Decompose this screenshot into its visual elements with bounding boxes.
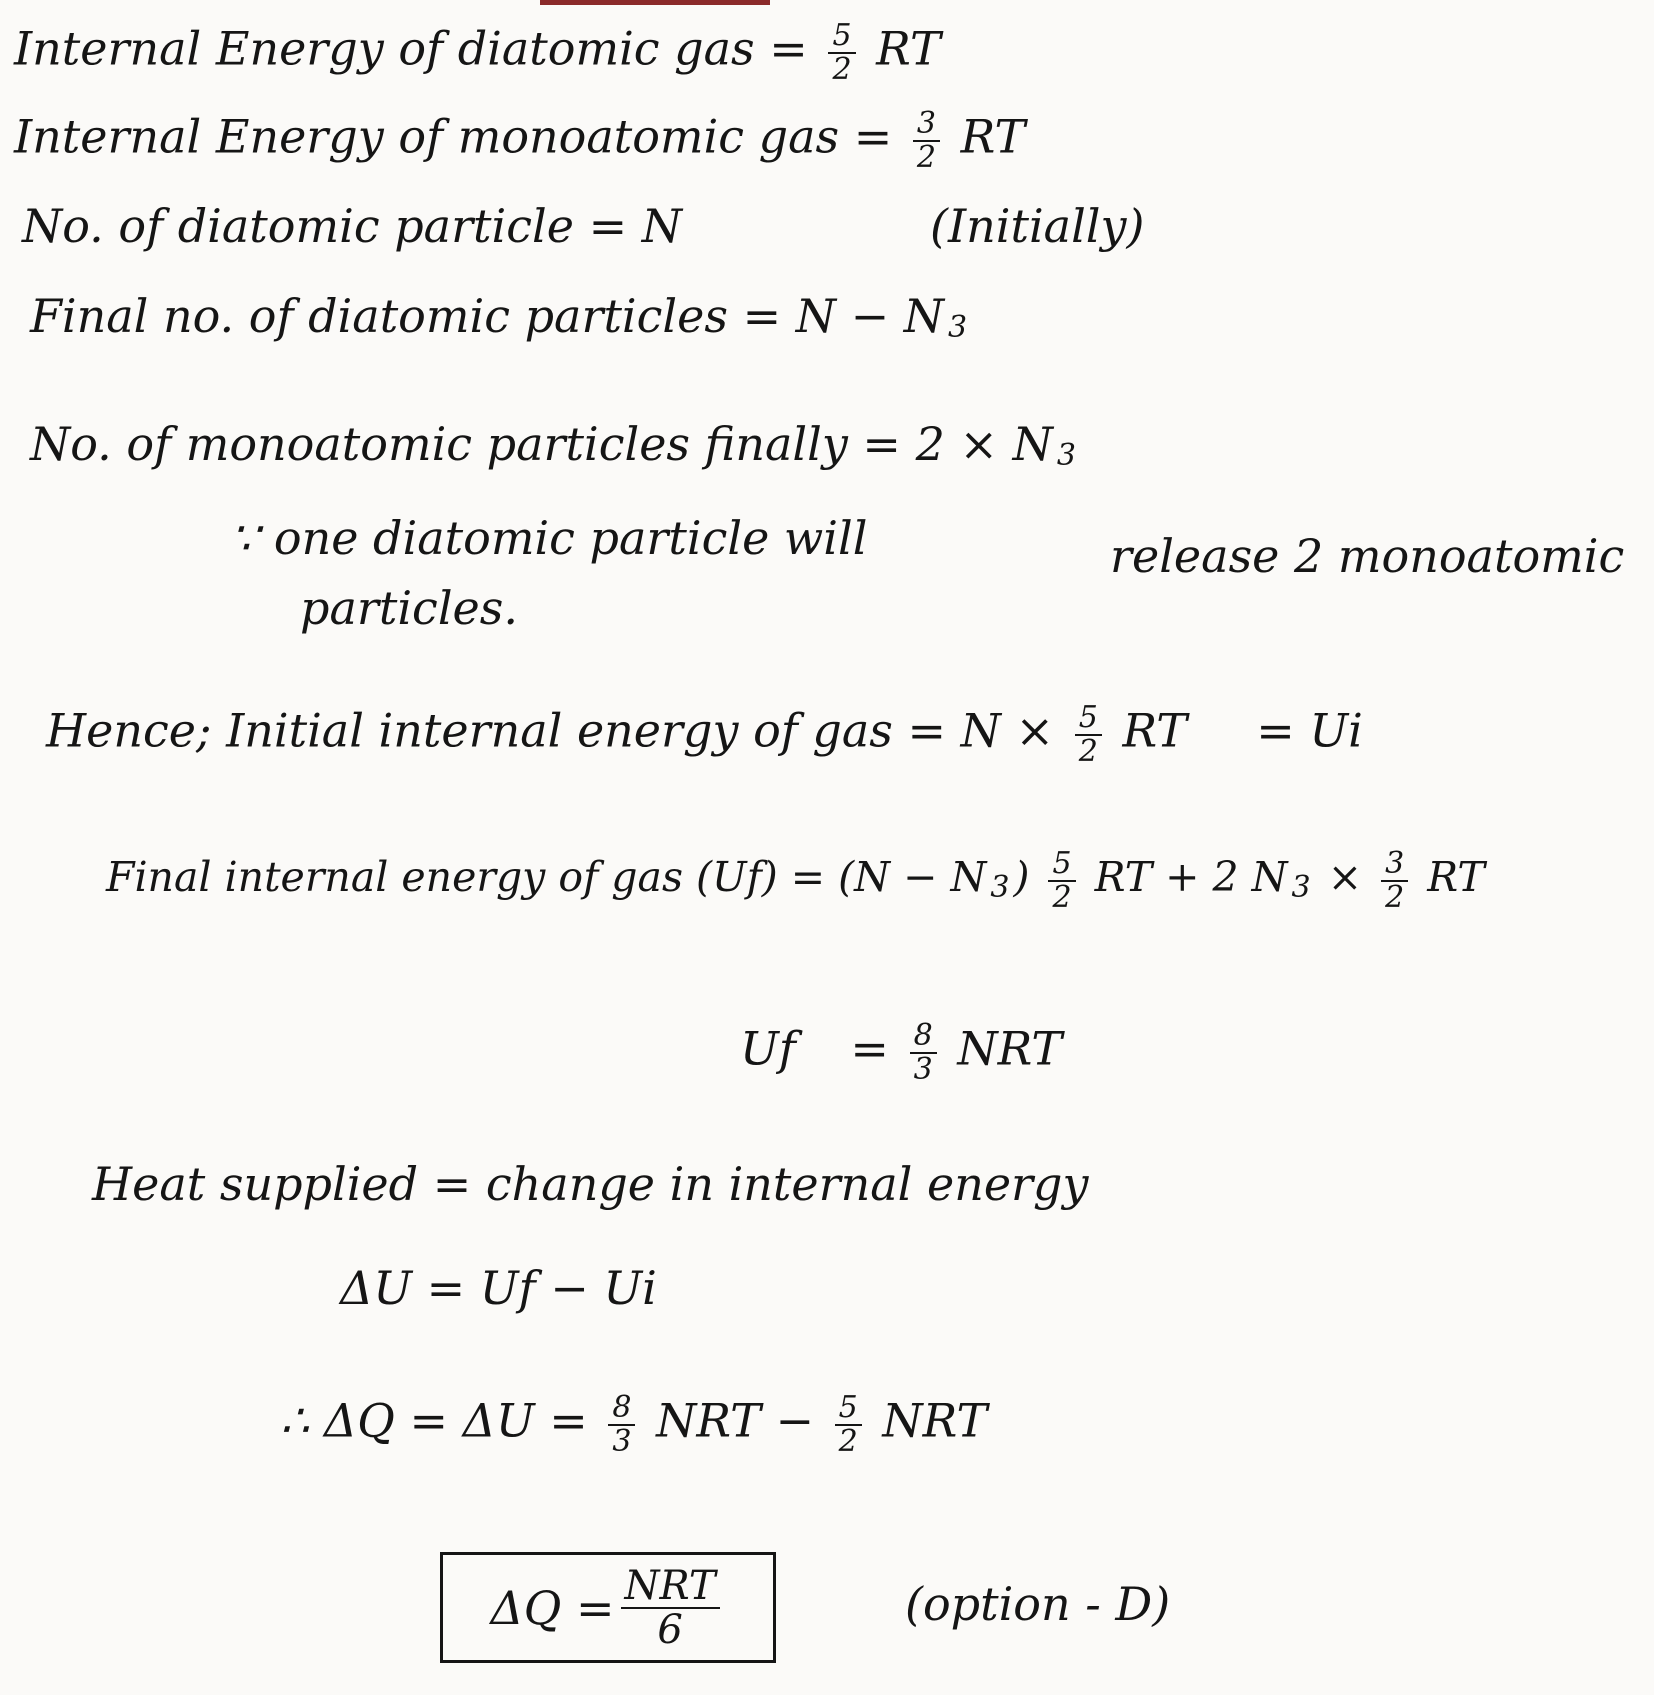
- line-final-diatomic: Final no. of diatomic particles = N − N $_3$: [30, 289, 968, 345]
- final-answer-box: ΔQ = $\frac{\text{NRT}}{6}$: [440, 1552, 776, 1663]
- fraction: $\frac{\text{NRT}}{6}$: [621, 1565, 720, 1651]
- fraction: $\frac{5}{2}$: [1075, 702, 1102, 767]
- line-reason-tail: release 2 monoatomic: [1110, 529, 1625, 583]
- slash-fraction: 3: [1056, 437, 1076, 473]
- line-text: Internal Energy of monoatomic gas =: [14, 109, 893, 164]
- line-final-energy: Final internal energy of gas (Uf) = (N − N $_3$) $\frac{5}{2}$ RT + 2 N $_3$ × $\frac{3}{2}$ RT: [106, 846, 1485, 915]
- fraction: $\frac{8}{3}$: [608, 1392, 635, 1457]
- line-monoatomic-energy: Internal Energy of monoatomic gas = $\frac{3}{2}$ RT: [14, 106, 1026, 175]
- line-delta-q: ∴ ΔQ = ΔU = $\frac{8}{3}$ NRT − $\frac{5}{2}$ NRT: [280, 1390, 988, 1459]
- fraction: $\frac{5}{2}$: [828, 20, 855, 85]
- line-reason: ∵ one diatomic particle will: [230, 511, 868, 565]
- fraction: $\frac{3}{2}$: [1381, 848, 1408, 913]
- line-initial-energy: Hence; Initial internal energy of gas = N × $\frac{5}{2}$ RT = Ui: [46, 700, 1363, 769]
- note-initially: (Initially): [930, 199, 1145, 253]
- line-uf-result: Uf = $\frac{8}{3}$ NRT: [740, 1018, 1063, 1087]
- line-reason-end: particles.: [300, 581, 518, 635]
- fraction: $\frac{5}{2}$: [1048, 848, 1075, 913]
- line-final-monoatomic: No. of monoatomic particles finally = 2 × N $_3$: [30, 417, 1076, 473]
- fraction: $\frac{5}{2}$: [835, 1392, 862, 1457]
- fraction: $\frac{8}{3}$: [910, 1020, 937, 1085]
- line-initial-particles: No. of diatomic particle = N: [22, 199, 682, 253]
- line-diatomic-energy: Internal Energy of diatomic gas = $\frac{5}{2}$ RT: [14, 18, 941, 87]
- fraction: $\frac{3}{2}$: [913, 108, 940, 173]
- option-label: (option - D): [905, 1577, 1171, 1631]
- line-delta-u: ΔU = Uf − Ui: [340, 1261, 657, 1315]
- slash-fraction: 3: [948, 309, 968, 345]
- top-edge-mark: [540, 0, 770, 5]
- line-text: Internal Energy of diatomic gas =: [14, 21, 808, 76]
- line-heat-supplied: Heat supplied = change in internal energy: [92, 1157, 1089, 1211]
